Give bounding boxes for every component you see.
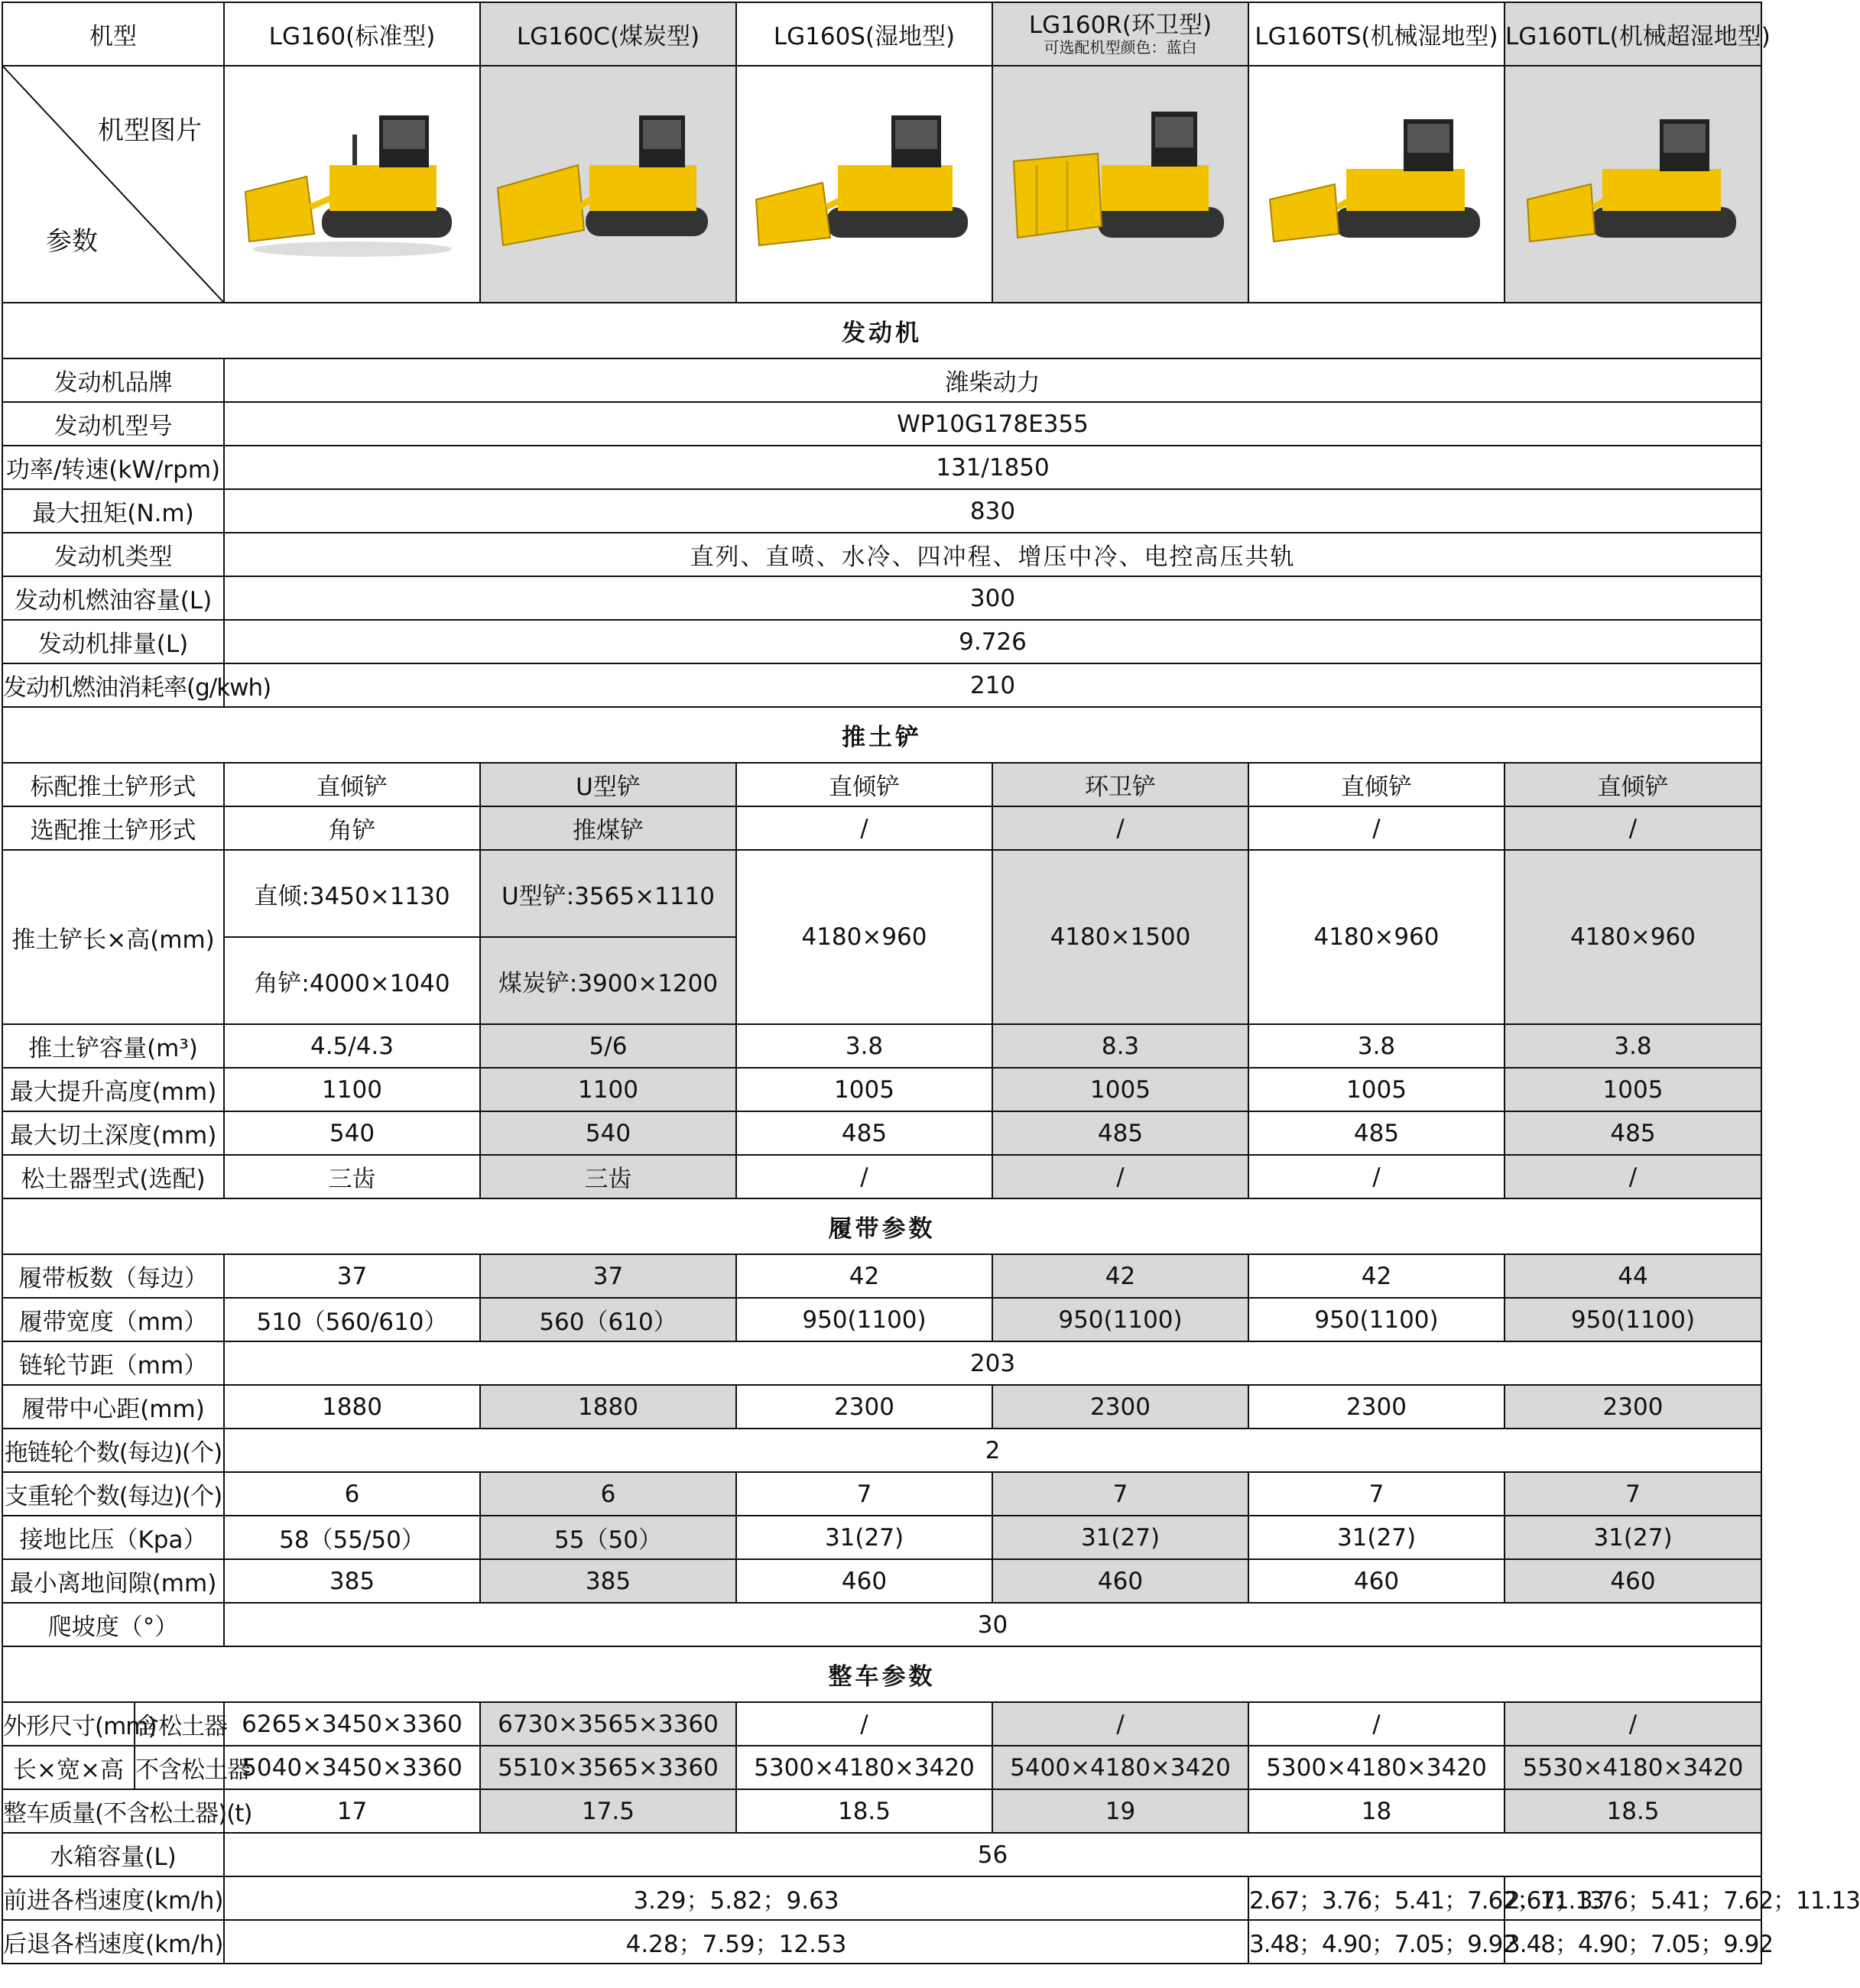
image-lg160tl xyxy=(1505,66,1761,303)
cell: 17.5 xyxy=(480,1789,736,1833)
cell: 4.5/4.3 xyxy=(224,1024,480,1068)
dims-label-b: 长×宽×高 xyxy=(2,1746,135,1789)
row-label: 推土铲长×高(mm) xyxy=(2,850,224,1024)
cell: 4180×1500 xyxy=(992,850,1248,1024)
cell: 55（50） xyxy=(480,1516,736,1559)
image-lg160r xyxy=(992,66,1248,303)
cell: / xyxy=(1248,1155,1505,1198)
cell: 6265×3450×3360 xyxy=(224,1702,480,1746)
cell: 环卫铲 xyxy=(992,763,1248,806)
cell: 直倾铲 xyxy=(1505,763,1761,806)
section-track: 履带参数 xyxy=(2,1198,1761,1254)
row-value: 3.29；5.82；9.63 xyxy=(224,1876,1248,1920)
cell: 58（55/50） xyxy=(224,1516,480,1559)
cell: 44 xyxy=(1505,1254,1761,1298)
cell: 460 xyxy=(992,1559,1248,1603)
engine-row xyxy=(2,402,1761,446)
cell: 950(1100) xyxy=(992,1298,1248,1341)
section-blade: 推土铲 xyxy=(2,707,1761,763)
cell: 4180×960 xyxy=(1248,850,1505,1024)
blade-dig-row xyxy=(2,1111,1761,1155)
cell: / xyxy=(1248,806,1505,850)
row-label: 发动机排量(L) xyxy=(2,620,224,663)
cell: 31(27) xyxy=(992,1516,1248,1559)
model-lg160r-note: 可选配机型颜色：蓝白 xyxy=(1044,37,1197,57)
bulldozer-image xyxy=(1006,92,1235,276)
cell: / xyxy=(1248,1702,1505,1746)
cell: 2300 xyxy=(1248,1385,1505,1429)
mass-row xyxy=(2,1789,1761,1833)
cell: 950(1100) xyxy=(1505,1298,1761,1341)
cell: / xyxy=(736,806,992,850)
image-lg160 xyxy=(224,66,480,303)
image-lg160c xyxy=(480,66,736,303)
cell: 5400×4180×3420 xyxy=(992,1746,1248,1789)
cell: 3.48；4.90；7.05；9.92 xyxy=(1505,1920,1761,1964)
cell: 直倾:3450×1130 xyxy=(224,850,480,937)
row-label: 发动机燃油消耗率(g/kwh) xyxy=(2,663,224,707)
cell: 1005 xyxy=(992,1068,1248,1111)
cell: 1005 xyxy=(1248,1068,1505,1111)
cell: / xyxy=(992,1702,1248,1746)
cell: 6 xyxy=(224,1472,480,1516)
image-lg160s xyxy=(736,66,992,303)
cell: 6 xyxy=(480,1472,736,1516)
engine-row xyxy=(2,620,1761,663)
cell: / xyxy=(1505,1155,1761,1198)
track-shoes-row xyxy=(2,1254,1761,1298)
cell: 三齿 xyxy=(224,1155,480,1198)
cell: 5530×4180×3420 xyxy=(1505,1746,1761,1789)
cell: 42 xyxy=(992,1254,1248,1298)
row-label: 支重轮个数(每边)(个) xyxy=(2,1472,224,1516)
cell: 5040×3450×3360 xyxy=(224,1746,480,1789)
cell: / xyxy=(1505,806,1761,850)
row-label: 发动机类型 xyxy=(2,533,224,576)
cell: 直倾铲 xyxy=(736,763,992,806)
cell: 2.67；3.76；5.41；7.62；11.13 xyxy=(1248,1876,1505,1920)
track-pitch-row xyxy=(2,1341,1761,1385)
forward-speed-row xyxy=(2,1876,1761,1920)
blade-ripper-row xyxy=(2,1155,1761,1198)
model-header-row xyxy=(2,2,1761,66)
row-label: 整车质量(不含松土器)(t) xyxy=(2,1789,224,1833)
row-label: 功率/转速(kW/rpm) xyxy=(2,446,224,489)
blade-capacity-row xyxy=(2,1024,1761,1068)
cell: / xyxy=(992,1155,1248,1198)
track-rollers-row xyxy=(2,1472,1761,1516)
cell: 1880 xyxy=(224,1385,480,1429)
row-label: 松土器型式(选配) xyxy=(2,1155,224,1198)
dims-with-ripper-row xyxy=(2,1702,1761,1746)
cell: 5300×4180×3420 xyxy=(736,1746,992,1789)
cell: 2300 xyxy=(1505,1385,1761,1429)
cell: 煤炭铲:3900×1200 xyxy=(480,937,736,1024)
row-label: 履带宽度（mm） xyxy=(2,1298,224,1341)
cell: 1100 xyxy=(480,1068,736,1111)
cell: 37 xyxy=(224,1254,480,1298)
cell: 7 xyxy=(1505,1472,1761,1516)
row-label: 拖链轮个数(每边)(个) xyxy=(2,1429,224,1472)
cell: 42 xyxy=(1248,1254,1505,1298)
diagonal-line xyxy=(3,66,223,302)
without-ripper-label: 不含松土器 xyxy=(135,1746,224,1789)
param-label: 参数 xyxy=(46,226,98,257)
cell: 1005 xyxy=(736,1068,992,1111)
cell: 460 xyxy=(736,1559,992,1603)
image-row xyxy=(2,66,1761,303)
blade-lift-row xyxy=(2,1068,1761,1111)
cell: / xyxy=(736,1155,992,1198)
cell: 37 xyxy=(480,1254,736,1298)
cell: 1880 xyxy=(480,1385,736,1429)
cell: 3.8 xyxy=(1505,1024,1761,1068)
cell: 6730×3565×3360 xyxy=(480,1702,736,1746)
cell: 31(27) xyxy=(1505,1516,1761,1559)
row-label: 后退各档速度(km/h) xyxy=(2,1920,224,1964)
radiator-row xyxy=(2,1833,1761,1876)
cell: 950(1100) xyxy=(736,1298,992,1341)
engine-row xyxy=(2,663,1761,707)
row-value: 2 xyxy=(224,1429,1761,1472)
cell: 5300×4180×3420 xyxy=(1248,1746,1505,1789)
engine-row xyxy=(2,533,1761,576)
model-header-label: 机型 xyxy=(2,2,224,66)
row-label: 标配推土铲形式 xyxy=(2,763,224,806)
row-value: 56 xyxy=(224,1833,1761,1876)
reverse-speed-row xyxy=(2,1920,1761,1964)
image-label: 机型图片 xyxy=(98,115,202,146)
row-label: 最小离地间隙(mm) xyxy=(2,1559,224,1603)
cell: 7 xyxy=(992,1472,1248,1516)
bulldozer-image xyxy=(1518,92,1748,276)
image-row-header xyxy=(2,66,224,303)
cell: 推煤铲 xyxy=(480,806,736,850)
model-lg160s: LG160S(湿地型) xyxy=(736,2,992,66)
cell: 385 xyxy=(480,1559,736,1603)
engine-row xyxy=(2,489,1761,533)
row-value: WP10G178E355 xyxy=(224,402,1761,446)
with-ripper-label: 含松土器 xyxy=(135,1702,224,1746)
row-value: 9.726 xyxy=(224,620,1761,663)
row-label: 水箱容量(L) xyxy=(2,1833,224,1876)
cell: 角铲 xyxy=(224,806,480,850)
row-label: 最大提升高度(mm) xyxy=(2,1068,224,1111)
model-lg160: LG160(标准型) xyxy=(224,2,480,66)
cell: 485 xyxy=(736,1111,992,1155)
row-label: 爬坡度（°） xyxy=(2,1603,224,1646)
model-lg160tl: LG160TL(机械超湿地型) xyxy=(1505,2,1761,66)
row-label: 发动机型号 xyxy=(2,402,224,446)
cell: 3.8 xyxy=(736,1024,992,1068)
cell: 2.67；3.76；5.41；7.62；11.13 xyxy=(1505,1876,1761,1920)
model-lg160ts: LG160TS(机械湿地型) xyxy=(1248,2,1505,66)
cell: / xyxy=(736,1702,992,1746)
dims-without-ripper-row xyxy=(2,1746,1761,1789)
cell: 2300 xyxy=(992,1385,1248,1429)
model-lg160r xyxy=(992,2,1248,66)
cell: 31(27) xyxy=(1248,1516,1505,1559)
cell: / xyxy=(1505,1702,1761,1746)
cell: 直倾铲 xyxy=(1248,763,1505,806)
blade-size-row xyxy=(2,850,1761,937)
section-engine: 发动机 xyxy=(2,303,1761,358)
engine-row xyxy=(2,358,1761,402)
cell: 540 xyxy=(480,1111,736,1155)
row-value: 30 xyxy=(224,1603,1761,1646)
section-vehicle: 整车参数 xyxy=(2,1646,1761,1702)
cell: 3.8 xyxy=(1248,1024,1505,1068)
bulldozer-image xyxy=(494,92,723,276)
engine-row xyxy=(2,446,1761,489)
track-grade-row xyxy=(2,1603,1761,1646)
track-width-row xyxy=(2,1298,1761,1341)
cell: 485 xyxy=(1248,1111,1505,1155)
row-label: 履带中心距(mm) xyxy=(2,1385,224,1429)
bulldozer-image xyxy=(750,92,979,276)
cell: 17 xyxy=(224,1789,480,1833)
cell: 角铲:4000×1040 xyxy=(224,937,480,1024)
row-label: 前进各档速度(km/h) xyxy=(2,1876,224,1920)
cell: 直倾铲 xyxy=(224,763,480,806)
cell: 3.48；4.90；7.05；9.92 xyxy=(1248,1920,1505,1964)
cell: 18.5 xyxy=(736,1789,992,1833)
dims-label-a: 外形尺寸(mm) xyxy=(2,1702,135,1746)
row-value: 131/1850 xyxy=(224,446,1761,489)
row-value: 潍柴动力 xyxy=(224,358,1761,402)
engine-row xyxy=(2,576,1761,620)
row-label: 履带板数（每边） xyxy=(2,1254,224,1298)
row-value: 4.28；7.59；12.53 xyxy=(224,1920,1248,1964)
cell: 460 xyxy=(1248,1559,1505,1603)
cell: 8.3 xyxy=(992,1024,1248,1068)
image-lg160ts xyxy=(1248,66,1505,303)
model-lg160c: LG160C(煤炭型) xyxy=(480,2,736,66)
row-label: 接地比压（Kpa） xyxy=(2,1516,224,1559)
row-label: 最大扭矩(N.m) xyxy=(2,489,224,533)
blade-std-row xyxy=(2,763,1761,806)
cell: 460 xyxy=(1505,1559,1761,1603)
cell: 18.5 xyxy=(1505,1789,1761,1833)
row-value: 300 xyxy=(224,576,1761,620)
spec-table xyxy=(2,2,1860,1964)
cell: 7 xyxy=(1248,1472,1505,1516)
cell: 1100 xyxy=(224,1068,480,1111)
cell: / xyxy=(992,806,1248,850)
bulldozer-image xyxy=(238,92,467,276)
cell: 485 xyxy=(1505,1111,1761,1155)
row-value: 直列、直喷、水冷、四冲程、增压中冷、电控高压共轨 xyxy=(224,533,1761,576)
cell: U型铲:3565×1110 xyxy=(480,850,736,937)
cell: 4180×960 xyxy=(1505,850,1761,1024)
cell: 510（560/610） xyxy=(224,1298,480,1341)
cell: 5510×3565×3360 xyxy=(480,1746,736,1789)
cell: 7 xyxy=(736,1472,992,1516)
row-label: 发动机燃油容量(L) xyxy=(2,576,224,620)
model-lg160r-name: LG160R(环卫型) xyxy=(1028,11,1212,39)
cell: 540 xyxy=(224,1111,480,1155)
cell: 31(27) xyxy=(736,1516,992,1559)
cell: 2300 xyxy=(736,1385,992,1429)
cell: 19 xyxy=(992,1789,1248,1833)
track-carrier-row xyxy=(2,1429,1761,1472)
row-label: 推土铲容量(m³) xyxy=(2,1024,224,1068)
track-clearance-row xyxy=(2,1559,1761,1603)
cell: U型铲 xyxy=(480,763,736,806)
cell: 385 xyxy=(224,1559,480,1603)
row-value: 203 xyxy=(224,1341,1761,1385)
row-label: 选配推土铲形式 xyxy=(2,806,224,850)
cell: 485 xyxy=(992,1111,1248,1155)
row-label: 最大切土深度(mm) xyxy=(2,1111,224,1155)
row-label: 链轮节距（mm） xyxy=(2,1341,224,1385)
row-value: 210 xyxy=(224,663,1761,707)
cell: 560（610） xyxy=(480,1298,736,1341)
bulldozer-image xyxy=(1262,92,1492,276)
cell: 三齿 xyxy=(480,1155,736,1198)
cell: 1005 xyxy=(1505,1068,1761,1111)
cell: 950(1100) xyxy=(1248,1298,1505,1341)
track-pressure-row xyxy=(2,1516,1761,1559)
cell: 42 xyxy=(736,1254,992,1298)
blade-opt-row xyxy=(2,806,1761,850)
cell: 4180×960 xyxy=(736,850,992,1024)
row-value: 830 xyxy=(224,489,1761,533)
cell: 5/6 xyxy=(480,1024,736,1068)
track-gauge-row xyxy=(2,1385,1761,1429)
row-label: 发动机品牌 xyxy=(2,358,224,402)
cell: 18 xyxy=(1248,1789,1505,1833)
